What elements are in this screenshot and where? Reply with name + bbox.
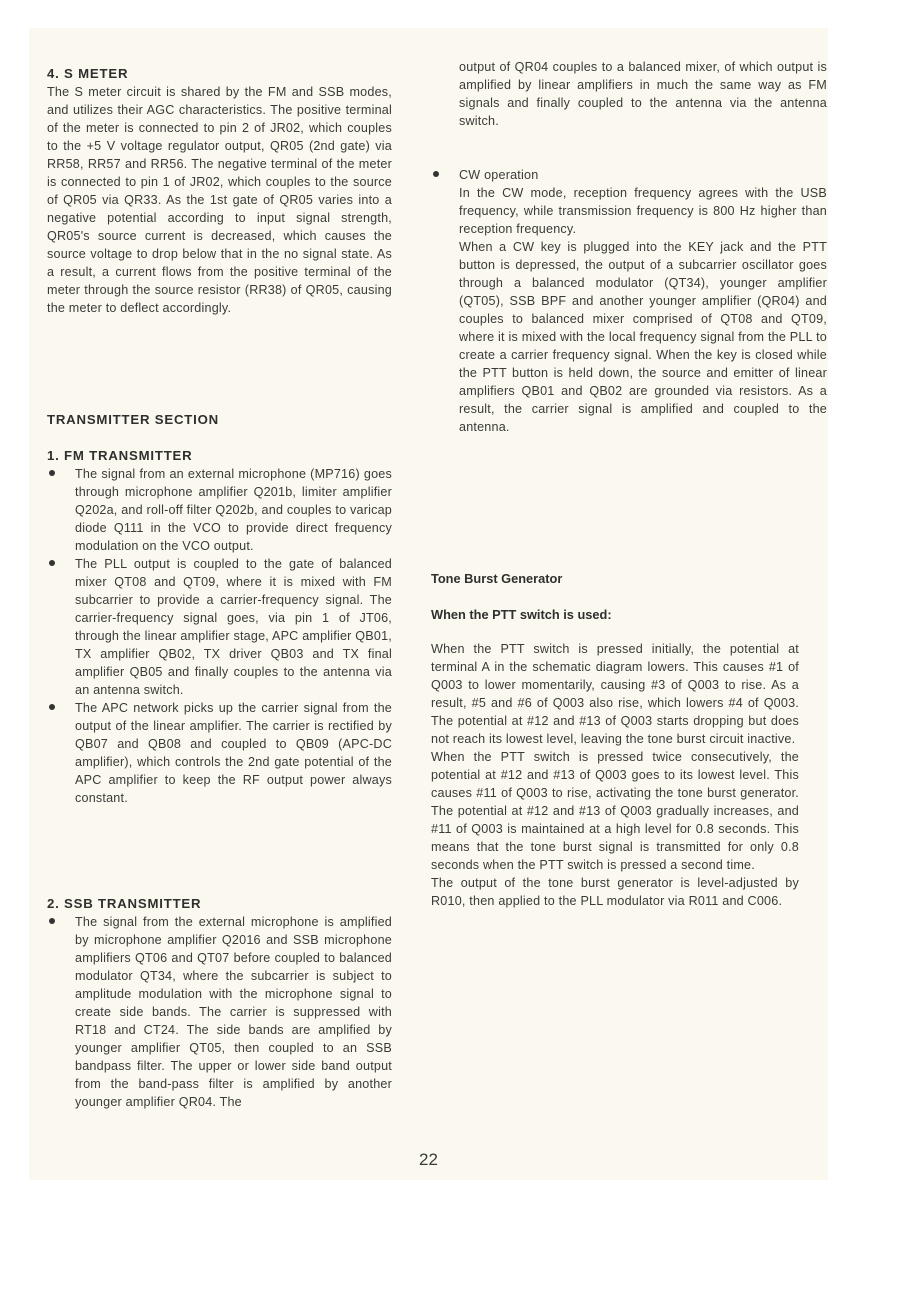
fm-bullet-text: The PLL output is coupled to the gate of balanced mixer QT08 and QT09, where it is mixed with FM subcarrier to provide a carrier-frequency signal. The carrier-frequency signal goes, via pin 1 of JT06, through the linear amplifier stage, APC amplifier QB01, TX amplifier QB02, TX driver QB03 and TX final amplifier QB05 and finally couples to the antenna via an antenna switch.: [75, 557, 392, 697]
tone-burst-paragraph-2: When the PTT switch is pressed twice consecutively, the potential at #12 and #13 of Q003 goes to its lowest level. This causes #11 of Q003 to rise, activating the tone burst generator. The potential at #12 and #13 of Q003 gradually increases, and #11 of Q003 is maintained at a high level for 0.8 seconds. This means that the tone burst signal is transmitted for only 0.8 seconds when the PTT switch is pressed a second time.: [431, 750, 799, 872]
fm-bullet: [47, 699, 392, 807]
ssb-continuation: [431, 58, 827, 130]
fm-transmitter-heading: 1. FM TRANSMITTER: [47, 448, 193, 463]
s-meter-text: The S meter circuit is shared by the FM and SSB modes, and utilizes their AGC characteristics. The positive terminal of the meter is connected to pin 2 of JR02, which couples to the +5 V voltage regulator output, QR05 (2nd gate) via RR58, RR57 and RR56. The negative terminal of the meter is connected to pin 1 of JR02, which couples to the source of QR05 via QR33. As the 1st gate of QR05 varies into a negative potential according to input signal strength, QR05's source current is decreased, which causes the source voltage to drop below that in the no signal state. As a result, a current flows from the positive terminal of the meter through the source resistor (RR38) of QR05, causing the meter to deflect accordingly.: [47, 85, 392, 315]
cw-paragraph-1: In the CW mode, reception frequency agrees with the USB frequency, while transmission frequency is 800 Hz higher than reception frequency.: [459, 186, 827, 236]
bullet-icon: [49, 704, 55, 710]
tone-burst-paragraph-3: The output of the tone burst generator is level-adjusted by R010, then applied to the PLL modulator via R011 and C006.: [431, 876, 799, 908]
bullet-icon: [49, 918, 55, 924]
fm-bullet: [47, 465, 392, 555]
tone-burst-heading: Tone Burst Generator: [431, 571, 563, 586]
ssb-bullet: [47, 913, 392, 1111]
ssb-bullet-text: The signal from the external microphone is amplified by microphone amplifier Q2016 and SSB microphone amplifiers QT06 and QT07 before coupled to balanced modulator QT34, where the subcarrier is subject to amplitude modulation with the microphone signal to create side bands. The carrier is suppressed with RT18 and CT24. The side bands are amplified by younger amplifier QT05, then coupled to an SSB bandpass filter. The upper or lower side band output from the band-pass filter is amplified by another younger amplifier QR04. The: [75, 915, 392, 1109]
tone-burst-paragraph-1: When the PTT switch is pressed initially, the potential at terminal A in the schematic diagram lowers. This causes #1 of Q003 to lower momentarily, causing #3 of Q003 to rise. As a result, #5 and #6 of Q003 also rise, which lowers #4 of Q003. The potential at #12 and #13 of Q003 starts dropping but does not reach its lowest level, leaving the tone burst circuit inactive.: [431, 642, 799, 746]
ptt-switch-subheading: When the PTT switch is used:: [431, 607, 612, 622]
bullet-icon: [49, 560, 55, 566]
bullet-icon: [49, 470, 55, 476]
cw-operation-bullet: [431, 166, 827, 436]
ssb-transmitter-heading: 2. SSB TRANSMITTER: [47, 896, 202, 911]
cw-operation-title: CW operation: [459, 168, 539, 182]
fm-bullet-text: The APC network picks up the carrier signal from the output of the linear amplifier. The carrier is rectified by QB07 and QB08 and coupled to QB09 (APC-DC amplifier), which controls the 2nd gate potential of the APC amplifier to keep the RF output power always constant.: [75, 701, 392, 805]
transmitter-section-heading: TRANSMITTER SECTION: [47, 412, 219, 427]
manual-page: [29, 28, 828, 1180]
fm-bullet: [47, 555, 392, 699]
cw-paragraph-2: When a CW key is plugged into the KEY jack and the PTT button is depressed, the output of a subcarrier oscillator goes through a balanced modulator (QT34), younger amplifier (QT05), SSB BPF and another younger amplifier (QR04) and couples to balanced mixer comprised of QT08 and QT09, where it is mixed with the local frequency signal from the PLL to create a carrier frequency signal. When the key is closed while the PTT button is held down, the source and emitter of linear amplifiers QB01 and QB02 are grounded via resistors. As a result, the carrier signal is amplified and coupled to the antenna.: [459, 240, 827, 434]
bullet-icon: [433, 171, 439, 177]
fm-bullet-text: The signal from an external microphone (MP716) goes through microphone amplifier Q201b, limiter amplifier Q202a, and roll-off filter Q202b, and couples to varicap diode Q111 in the VCO to provide direct frequency modulation on the VCO output.: [75, 467, 392, 553]
s-meter-heading: 4. S METER: [47, 66, 129, 81]
page-number: 22: [419, 1150, 438, 1169]
ssb-continuation-text: output of QR04 couples to a balanced mixer, of which output is amplified by linear amplifiers in much the same way as FM signals and finally coupled to the antenna via the antenna switch.: [459, 60, 827, 128]
